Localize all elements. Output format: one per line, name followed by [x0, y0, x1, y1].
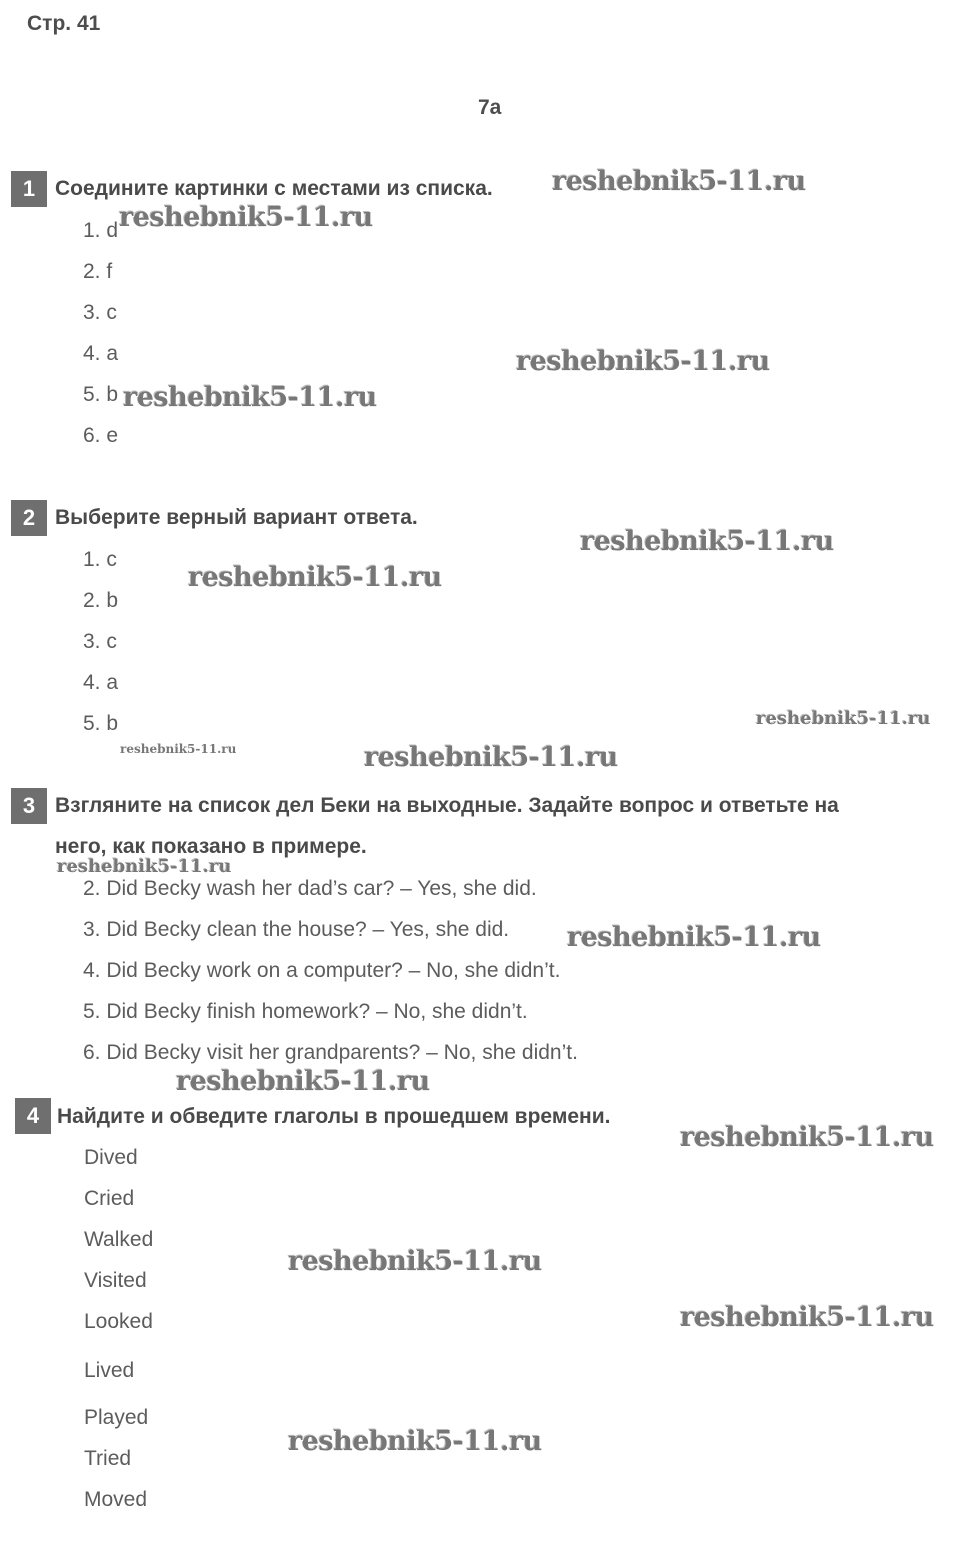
task-4-answer-4: Visited [84, 1269, 147, 1292]
task-4-answer-8: Tried [84, 1447, 132, 1470]
task-1-title: Соедините картинки с местами из списка. [55, 177, 493, 200]
task-4-answer-2: Cried [84, 1187, 135, 1210]
watermark: reshebnik5-11.ru [516, 346, 770, 377]
watermark: reshebnik5-11.ru [680, 1302, 934, 1333]
watermark: reshebnik5-11.ru [120, 742, 237, 756]
watermark: reshebnik5-11.ru [756, 708, 931, 729]
task-3-number-badge: 3 [11, 788, 47, 824]
task-2-answer-4: 4. a [83, 671, 119, 694]
task-1-answer-4: 4. a [83, 342, 119, 365]
task-2-number-badge: 2 [11, 500, 47, 536]
task-1-number-badge: 1 [11, 171, 47, 207]
task-4-answer-9: Moved [84, 1488, 148, 1511]
task-1-answer-6: 6. e [83, 424, 119, 447]
watermark: reshebnik5-11.ru [288, 1246, 542, 1277]
task-4-answer-7: Played [84, 1406, 149, 1429]
watermark: reshebnik5-11.ru [552, 166, 806, 197]
watermark: reshebnik5-11.ru [176, 1066, 430, 1097]
task-1-answer-5: 5. b [83, 383, 119, 406]
task-3-title-line-2: него, как показано в примере. [55, 835, 367, 858]
watermark: reshebnik5-11.ru [57, 856, 232, 877]
task-3-answer-3: 3. Did Becky clean the house? – Yes, she did. [83, 918, 510, 941]
task-3-title-line-1: Взгляните на список дел Беки на выходные. Задайте вопрос и ответьте на [55, 794, 839, 817]
task-2-answer-3: 3. c [83, 630, 117, 653]
watermark: reshebnik5-11.ru [364, 742, 618, 773]
task-2-answer-1: 1. c [83, 548, 117, 571]
task-3-answer-4: 4. Did Becky work on a computer? – No, she didn’t. [83, 959, 561, 982]
task-4-answer-5: Looked [84, 1310, 153, 1333]
task-4-answer-1: Dived [84, 1146, 138, 1169]
watermark: reshebnik5-11.ru [288, 1426, 542, 1457]
task-4-answer-6: Lived [84, 1359, 135, 1382]
task-2-answer-5: 5. b [83, 712, 119, 735]
task-3-answer-6: 6. Did Becky visit her grandparents? – No, she didn’t. [83, 1041, 578, 1064]
task-2-title: Выберите верный вариант ответа. [55, 506, 418, 529]
watermark: reshebnik5-11.ru [580, 526, 834, 557]
task-1-answer-2: 2. f [83, 260, 113, 283]
task-1-answer-1: 1. d [83, 219, 119, 242]
task-2-answer-2: 2. b [83, 589, 119, 612]
task-4-title: Найдите и обведите глаголы в прошедшем времени. [57, 1105, 611, 1128]
task-3-answer-2: 2. Did Becky wash her dad’s car? – Yes, she did. [83, 877, 537, 900]
task-4-number-badge: 4 [15, 1098, 51, 1134]
task-4-answer-3: Walked [84, 1228, 154, 1251]
task-1-answer-3: 3. c [83, 301, 117, 324]
task-3-answer-5: 5. Did Becky finish homework? – No, she didn’t. [83, 1000, 528, 1023]
unit-title: 7a [478, 96, 502, 119]
watermark: reshebnik5-11.ru [123, 382, 377, 413]
watermark: reshebnik5-11.ru [680, 1122, 934, 1153]
watermark: reshebnik5-11.ru [119, 202, 373, 233]
watermark: reshebnik5-11.ru [188, 562, 442, 593]
page-number: Стр. 41 [27, 12, 101, 35]
watermark: reshebnik5-11.ru [567, 922, 821, 953]
